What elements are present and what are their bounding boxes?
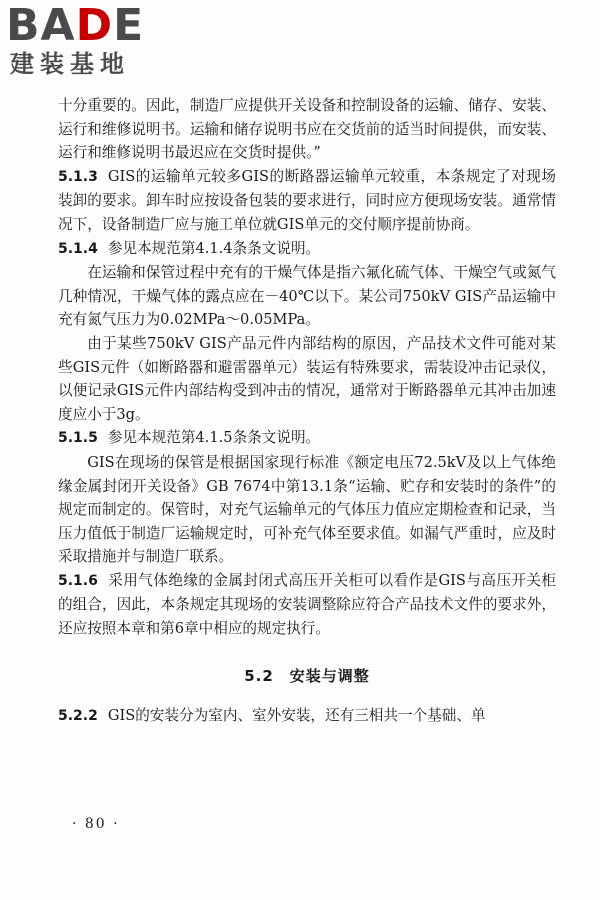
section-title: 安装与调整 <box>289 666 370 685</box>
clause-5-1-3 <box>58 165 556 237</box>
clause-text: GIS的安装分为室内、室外安装，还有三相共一个基础、单 <box>107 706 486 724</box>
clause-number: 5.1.4 <box>58 240 98 257</box>
section-heading <box>58 665 556 686</box>
page-number: · 80 · <box>72 816 120 832</box>
clause-5-1-5 <box>58 426 556 451</box>
paragraph: GIS在现场的保管是根据国家现行标准《额定电压72.5kV及以上气体绝缘金属封闭开关设备》GB 7674中第13.1条“运输、贮存和安装时的条件”的规定而制定的。保管时，对充气运输单元的气体压力值应定期检查和记录，当压力值低于制造厂运输规定时，可补充气体至要求值。如漏气严重时，应及时采取措施并与制造厂联系。 <box>58 453 556 566</box>
clause-number: 5.2.2 <box>58 707 98 724</box>
document-body <box>58 94 556 728</box>
clause-text: GIS的运输单元较多GIS的断路器运输单元较重，本条规定了对现场装卸的要求。卸车时应按设备包装的要求进行，同时应方便现场安装。通常情况下，设备制造厂应与施工单位就GIS单元的交付顺序提前协商。 <box>58 167 556 233</box>
paragraph: 由于某些750kV GIS产品元件内部结构的原因，产品技术文件可能对某些GIS元件（如断路器和避雷器单元）装运有特殊要求，需装设冲击记录仪，以便记录GIS元件内部结构受到冲击的情况，通常对于断路器单元其冲击加速度应小于3g。 <box>58 334 556 423</box>
paragraph-continued: 十分重要的。因此，制造厂应提供开关设备和控制设备的运输、储存、安装、运行和维修说明书。运输和储存说明书应在交货前的适当时间提供，而安装、运行和维修说明书最迟应在交货时提供。” <box>58 97 556 162</box>
clause-text: 参见本规范第4.1.4条条文说明。 <box>107 239 321 257</box>
clause-5-1-6 <box>58 569 556 641</box>
logo-wordmark: BADE <box>6 0 145 51</box>
clause-number: 5.1.3 <box>58 168 98 185</box>
clause-text: 采用气体绝缘的金属封闭式高压开关柜可以看作是GIS与高压开关柜的组合，因此，本条规定其现场的安装调整除应符合产品技术文件的要求外，还应按照本章和第6章中相应的规定执行。 <box>58 571 556 638</box>
clause-number: 5.1.6 <box>58 572 98 589</box>
logo-subtitle: 建装基地 <box>10 50 130 78</box>
bade-logo <box>6 0 176 84</box>
section-number: 5.2 <box>244 666 274 685</box>
clause-number: 5.1.5 <box>58 430 98 447</box>
paragraph: 在运输和保管过程中充有的干燥气体是指六氟化硫气体、干燥空气或氮气几种情况，干燥气体的露点应在－40℃以下。某公司750kV GIS产品运输中充有氮气压力为0.02MPa～0.05MPa。 <box>58 264 556 329</box>
clause-text: 参见本规范第4.1.5条条文说明。 <box>107 429 321 447</box>
clause-5-2-2 <box>58 704 556 729</box>
clause-5-1-4 <box>58 237 556 262</box>
